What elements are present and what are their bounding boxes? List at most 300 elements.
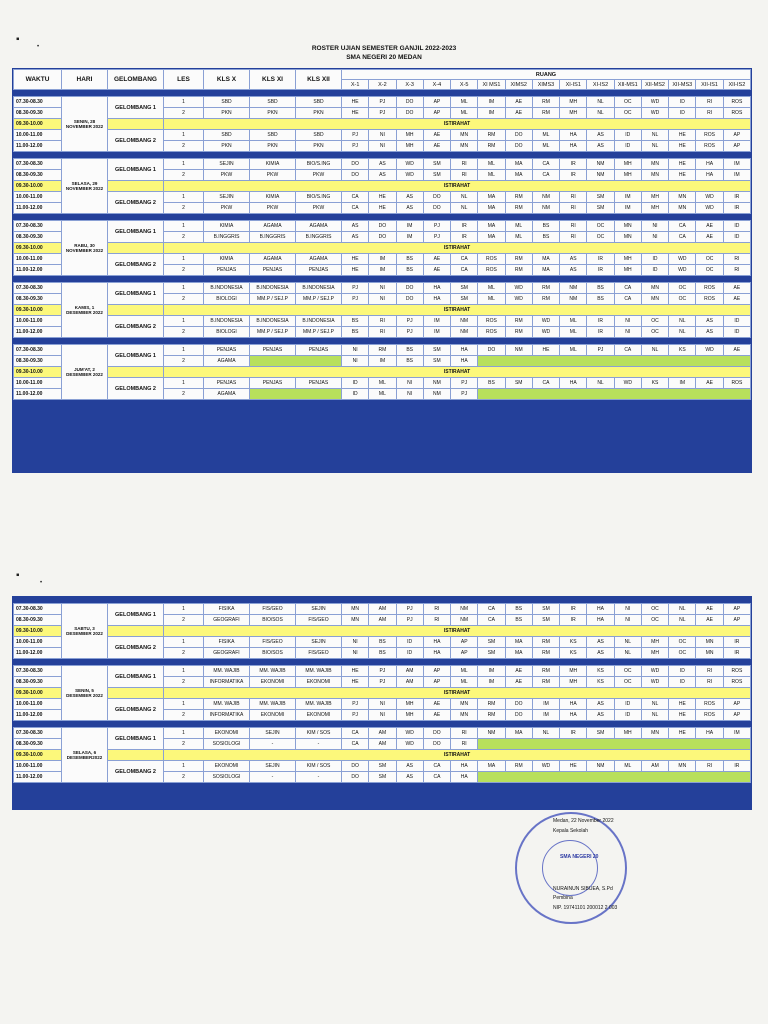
room-cell: NI <box>641 221 668 232</box>
room-cell: NI <box>396 378 423 389</box>
room-cell: AS <box>587 648 614 659</box>
kls-xi-cell: MM. WAJIB <box>250 666 296 677</box>
signature-name: NURAINUN SIBUEA, S.Pd <box>553 886 613 892</box>
room-cell: AP <box>423 108 450 119</box>
room-cell: WD <box>669 254 696 265</box>
kls-xi-cell: BIO/SOS <box>250 615 296 626</box>
kls-xii-cell: EKONOMI <box>296 677 342 688</box>
separator-cell <box>14 721 751 728</box>
room-cell: NL <box>669 327 696 338</box>
room-cell: HA <box>423 637 450 648</box>
room-cell: CA <box>669 232 696 243</box>
room-cell: BS <box>396 345 423 356</box>
les-cell: 1 <box>164 728 204 739</box>
room-cell: IR <box>560 615 587 626</box>
room-cell: AE <box>696 378 723 389</box>
time-cell: 09.30-10.00 <box>14 750 62 761</box>
break-label: ISTIRAHAT <box>164 181 751 192</box>
room-cell: PJ <box>451 389 478 400</box>
time-cell: 10.00-11.00 <box>14 130 62 141</box>
room-cell: AS <box>342 221 369 232</box>
kls-xii-cell: AGAMA <box>296 254 342 265</box>
separator-cell <box>14 659 751 666</box>
room-cell: AM <box>369 604 396 615</box>
room-cell: HE <box>342 265 369 276</box>
room-cell: RI <box>696 666 723 677</box>
room-cell: MN <box>451 699 478 710</box>
room-cell: HA <box>587 615 614 626</box>
empty-cell <box>478 389 751 400</box>
room-cell: SM <box>423 159 450 170</box>
room-cell: AE <box>696 604 723 615</box>
table-row <box>14 761 751 772</box>
room-cell: MN <box>451 130 478 141</box>
room-cell: MA <box>478 232 505 243</box>
kls-x-cell: KIMIA <box>204 254 250 265</box>
time-cell: 07.30-08.30 <box>14 604 62 615</box>
separator-cell <box>14 338 751 345</box>
kls-xi-cell: PKW <box>250 170 296 181</box>
gelombang-cell: GELOMBANG 1 <box>108 97 164 119</box>
room-cell: PJ <box>369 666 396 677</box>
room-cell: RI <box>451 728 478 739</box>
kls-x-cell: AGAMA <box>204 356 250 367</box>
kls-x-cell: B.INDONESIA <box>204 283 250 294</box>
room-cell: ROS <box>723 378 750 389</box>
time-cell: 09.30-10.00 <box>14 688 62 699</box>
break-cell <box>108 243 164 254</box>
room-header: X-5 <box>451 80 478 90</box>
room-cell: MN <box>696 648 723 659</box>
les-cell: 1 <box>164 345 204 356</box>
room-cell: MH <box>614 159 641 170</box>
time-cell: 09.30-10.00 <box>14 181 62 192</box>
room-cell: WD <box>505 283 532 294</box>
room-cell: RI <box>560 203 587 214</box>
room-cell: NI <box>369 699 396 710</box>
room-cell: CA <box>532 170 559 181</box>
kls-xi-cell: PKN <box>250 141 296 152</box>
kls-xi-cell: FIS/GEO <box>250 604 296 615</box>
room-cell: CA <box>342 728 369 739</box>
room-header: XII-IS1 <box>696 80 723 90</box>
kls-xii-cell: MM.P / SEJ.P <box>296 294 342 305</box>
room-cell: PJ <box>369 677 396 688</box>
gelombang-cell: GELOMBANG 2 <box>108 316 164 338</box>
kls-xi-cell: PKN <box>250 108 296 119</box>
room-cell: IM <box>723 728 750 739</box>
room-cell: SM <box>369 761 396 772</box>
room-cell: PJ <box>451 378 478 389</box>
empty-cell <box>250 356 342 367</box>
time-cell: 08.30-09.30 <box>14 170 62 181</box>
room-cell: IR <box>723 761 750 772</box>
room-header: XII-MS3 <box>669 80 696 90</box>
room-cell: ROS <box>723 677 750 688</box>
room-cell: AS <box>396 192 423 203</box>
room-cell: HA <box>560 378 587 389</box>
room-cell: AS <box>369 170 396 181</box>
room-cell: ROS <box>478 254 505 265</box>
room-cell: HA <box>560 710 587 721</box>
day-cell: SABTU, 3 DESEMBER 2022 <box>62 604 108 659</box>
room-cell: MN <box>641 728 668 739</box>
room-cell: AP <box>723 141 750 152</box>
room-cell: AS <box>587 699 614 710</box>
room-cell: AS <box>587 141 614 152</box>
les-cell: 2 <box>164 170 204 181</box>
room-cell: ML <box>505 221 532 232</box>
room-cell: AM <box>396 666 423 677</box>
separator-row <box>14 338 751 345</box>
gelombang-cell: GELOMBANG 1 <box>108 604 164 626</box>
room-cell: ML <box>478 159 505 170</box>
room-cell: NL <box>641 699 668 710</box>
gelombang-cell: GELOMBANG 2 <box>108 637 164 659</box>
room-cell: IM <box>532 699 559 710</box>
kls-xi-cell: SEJIN <box>250 761 296 772</box>
room-cell: AE <box>696 221 723 232</box>
kls-xii-cell: B.INDONESIA <box>296 283 342 294</box>
room-cell: AE <box>723 283 750 294</box>
room-cell: NL <box>614 637 641 648</box>
header-gelombang: GELOMBANG <box>108 70 164 90</box>
kls-xi-cell: PKW <box>250 203 296 214</box>
room-cell: ROS <box>696 294 723 305</box>
room-cell: IM <box>478 666 505 677</box>
room-cell: DO <box>423 203 450 214</box>
room-cell: AE <box>505 666 532 677</box>
room-cell: DO <box>396 108 423 119</box>
room-cell: OC <box>669 294 696 305</box>
room-cell: IM <box>532 710 559 721</box>
room-cell: RM <box>478 699 505 710</box>
gelombang-cell: GELOMBANG 1 <box>108 221 164 243</box>
corner-mark: • <box>37 44 40 50</box>
room-cell: AE <box>696 615 723 626</box>
kls-x-cell: PENJAS <box>204 345 250 356</box>
room-cell: MA <box>505 728 532 739</box>
room-cell: MA <box>532 254 559 265</box>
room-cell: NL <box>587 108 614 119</box>
room-cell: MA <box>478 761 505 772</box>
room-cell: OC <box>614 108 641 119</box>
header-hari: HARI <box>62 70 108 90</box>
room-cell: CA <box>423 761 450 772</box>
room-cell: IR <box>587 265 614 276</box>
kls-xii-cell: FIS/GEO <box>296 615 342 626</box>
room-cell: DO <box>423 739 450 750</box>
room-cell: PJ <box>342 699 369 710</box>
room-cell: AS <box>696 327 723 338</box>
room-cell: DO <box>396 283 423 294</box>
room-cell: MH <box>614 728 641 739</box>
table-row <box>14 728 751 739</box>
kls-x-cell: PKW <box>204 170 250 181</box>
corner-mark: • <box>40 580 43 586</box>
room-header: XII-IS2 <box>723 80 750 90</box>
room-cell: KS <box>669 345 696 356</box>
signature-role: Kepala Sekolah <box>553 828 589 834</box>
room-cell: PJ <box>342 294 369 305</box>
time-cell: 10.00-11.00 <box>14 378 62 389</box>
room-cell: ROS <box>723 666 750 677</box>
gelombang-cell: GELOMBANG 2 <box>108 130 164 152</box>
room-cell: MH <box>614 265 641 276</box>
break-label: ISTIRAHAT <box>164 119 751 130</box>
room-cell: HE <box>369 192 396 203</box>
room-cell: ML <box>369 378 396 389</box>
separator-row <box>14 214 751 221</box>
les-cell: 2 <box>164 710 204 721</box>
room-cell: SM <box>532 604 559 615</box>
room-cell: AM <box>369 739 396 750</box>
room-cell: IM <box>669 378 696 389</box>
kls-xi-cell: B.INGGRIS <box>250 232 296 243</box>
room-cell: OC <box>641 604 668 615</box>
room-cell: HA <box>560 130 587 141</box>
room-cell: ID <box>723 327 750 338</box>
room-cell: MN <box>641 159 668 170</box>
room-cell: NI <box>369 130 396 141</box>
room-cell: ML <box>451 97 478 108</box>
room-cell: BS <box>532 221 559 232</box>
room-cell: AM <box>641 761 668 772</box>
kls-xi-cell: SBD <box>250 97 296 108</box>
room-cell: ID <box>614 141 641 152</box>
les-cell: 1 <box>164 699 204 710</box>
kls-xii-cell: PKN <box>296 108 342 119</box>
room-cell: CA <box>614 294 641 305</box>
kls-x-cell: SEJIN <box>204 192 250 203</box>
gelombang-cell: GELOMBANG 2 <box>108 254 164 276</box>
les-cell: 2 <box>164 356 204 367</box>
room-cell: WD <box>396 728 423 739</box>
room-cell: IR <box>560 728 587 739</box>
room-cell: NM <box>505 345 532 356</box>
room-cell: BS <box>478 378 505 389</box>
room-cell: MN <box>641 294 668 305</box>
room-cell: PJ <box>342 710 369 721</box>
room-cell: ID <box>723 221 750 232</box>
room-cell: MN <box>641 283 668 294</box>
room-cell: WD <box>669 265 696 276</box>
room-header: X-3 <box>396 80 423 90</box>
room-cell: RI <box>369 316 396 327</box>
kls-x-cell: PKN <box>204 141 250 152</box>
room-cell: MH <box>560 108 587 119</box>
kls-xii-cell: PENJAS <box>296 345 342 356</box>
time-cell: 07.30-08.30 <box>14 728 62 739</box>
header-kls-xi: KLS XI <box>250 70 296 90</box>
room-cell: NI <box>369 710 396 721</box>
room-cell: BS <box>342 327 369 338</box>
kls-x-cell: FISIKA <box>204 604 250 615</box>
room-cell: ID <box>723 316 750 327</box>
room-cell: HA <box>423 283 450 294</box>
break-cell <box>108 688 164 699</box>
gelombang-cell: GELOMBANG 2 <box>108 192 164 214</box>
schedule-table <box>13 69 751 406</box>
kls-xi-cell: B.INDONESIA <box>250 316 296 327</box>
room-cell: DO <box>505 710 532 721</box>
room-cell: RM <box>478 141 505 152</box>
break-label: ISTIRAHAT <box>164 626 751 637</box>
room-cell: IR <box>560 604 587 615</box>
gelombang-cell: GELOMBANG 1 <box>108 345 164 367</box>
day-cell: RABU, 30 NOVEMBER 2022 <box>62 221 108 276</box>
room-cell: IM <box>478 108 505 119</box>
kls-x-cell: PENJAS <box>204 378 250 389</box>
table-row <box>14 221 751 232</box>
day-cell: SENIN, 5 DESEMBER 2022 <box>62 666 108 721</box>
separator-row <box>14 721 751 728</box>
kls-xii-cell: PKN <box>296 141 342 152</box>
room-cell: ML <box>560 345 587 356</box>
room-cell: OC <box>614 666 641 677</box>
kls-xii-cell: MM. WAJIB <box>296 666 342 677</box>
room-cell: CA <box>342 739 369 750</box>
room-cell: BS <box>342 316 369 327</box>
les-cell: 2 <box>164 108 204 119</box>
room-cell: PJ <box>369 97 396 108</box>
room-cell: AE <box>505 108 532 119</box>
les-cell: 2 <box>164 677 204 688</box>
room-cell: WD <box>614 378 641 389</box>
room-cell: DO <box>369 232 396 243</box>
room-cell: MH <box>560 677 587 688</box>
room-cell: NI <box>342 637 369 648</box>
room-cell: ML <box>478 294 505 305</box>
separator-row <box>14 400 751 407</box>
gelombang-cell: GELOMBANG 1 <box>108 159 164 181</box>
school-name: SMA NEGERI 20 MEDAN <box>346 54 422 61</box>
room-cell: RI <box>723 254 750 265</box>
room-cell: AS <box>696 316 723 327</box>
room-cell: RI <box>696 108 723 119</box>
room-cell: MN <box>669 761 696 772</box>
room-cell: ML <box>451 108 478 119</box>
room-cell: AP <box>451 637 478 648</box>
kls-x-cell: SOSIOLOGI <box>204 739 250 750</box>
kls-x-cell: MM. WAJIB <box>204 666 250 677</box>
separator-cell <box>14 90 751 97</box>
kls-xi-cell: PENJAS <box>250 345 296 356</box>
room-cell: HE <box>369 203 396 214</box>
room-cell: ID <box>396 637 423 648</box>
room-cell: DO <box>396 294 423 305</box>
room-cell: MH <box>614 170 641 181</box>
time-cell: 10.00-11.00 <box>14 254 62 265</box>
room-cell: HA <box>560 141 587 152</box>
room-cell: OC <box>669 637 696 648</box>
room-cell: HE <box>669 170 696 181</box>
kls-x-cell: PKW <box>204 203 250 214</box>
room-cell: HA <box>423 294 450 305</box>
room-cell: MA <box>505 159 532 170</box>
time-cell: 07.30-08.30 <box>14 666 62 677</box>
kls-xii-cell: SEJIN <box>296 637 342 648</box>
room-cell: WD <box>641 97 668 108</box>
room-cell: RM <box>532 677 559 688</box>
room-cell: HE <box>669 699 696 710</box>
room-cell: AE <box>423 265 450 276</box>
room-cell: MH <box>396 710 423 721</box>
gelombang-cell: GELOMBANG 1 <box>108 283 164 305</box>
room-cell: IR <box>723 648 750 659</box>
room-cell: IM <box>369 254 396 265</box>
room-cell: IR <box>587 254 614 265</box>
corner-mark: ▪ <box>16 570 20 581</box>
kls-xii-cell: SEJIN <box>296 604 342 615</box>
room-cell: SM <box>587 728 614 739</box>
les-cell: 1 <box>164 254 204 265</box>
header-kls-x: KLS X <box>204 70 250 90</box>
room-cell: AM <box>369 615 396 626</box>
kls-xii-cell: FIS/GEO <box>296 648 342 659</box>
gelombang-cell: GELOMBANG 2 <box>108 699 164 721</box>
les-cell: 1 <box>164 604 204 615</box>
room-cell: MH <box>641 192 668 203</box>
room-cell: BS <box>369 637 396 648</box>
room-cell: RI <box>560 232 587 243</box>
room-cell: IR <box>723 637 750 648</box>
kls-x-cell: PKN <box>204 108 250 119</box>
room-cell: ROS <box>723 108 750 119</box>
room-cell: RI <box>451 159 478 170</box>
table-row <box>14 345 751 356</box>
break-row <box>14 750 751 761</box>
room-cell: ML <box>478 170 505 181</box>
les-cell: 2 <box>164 739 204 750</box>
room-cell: HE <box>669 728 696 739</box>
room-cell: RM <box>532 108 559 119</box>
room-cell: MH <box>641 637 668 648</box>
room-cell: HA <box>451 356 478 367</box>
room-cell: WD <box>396 159 423 170</box>
room-cell: HE <box>342 677 369 688</box>
empty-cell <box>250 389 342 400</box>
room-cell: BS <box>396 265 423 276</box>
schedule-table <box>13 597 751 783</box>
time-cell: 09.30-10.00 <box>14 305 62 316</box>
kls-x-cell: SBD <box>204 130 250 141</box>
room-cell: PJ <box>396 316 423 327</box>
room-cell: MN <box>342 604 369 615</box>
kls-xii-cell: - <box>296 739 342 750</box>
room-cell: SM <box>423 345 450 356</box>
room-cell: NL <box>641 130 668 141</box>
kls-xi-cell: MM.P / SEJ.P <box>250 294 296 305</box>
room-cell: AE <box>723 294 750 305</box>
time-cell: 10.00-11.00 <box>14 316 62 327</box>
les-cell: 2 <box>164 203 204 214</box>
signature-nip: NIP. 19741101 200012 2 003 <box>553 905 618 911</box>
break-label: ISTIRAHAT <box>164 367 751 378</box>
room-cell: WD <box>532 761 559 772</box>
room-cell: CA <box>478 615 505 626</box>
room-cell: NL <box>641 345 668 356</box>
room-cell: IM <box>723 170 750 181</box>
kls-x-cell: SOSIOLOGI <box>204 772 250 783</box>
empty-cell <box>478 356 751 367</box>
room-cell: NM <box>587 761 614 772</box>
time-cell: 11.00-12.00 <box>14 772 62 783</box>
room-cell: WD <box>696 345 723 356</box>
room-cell: SM <box>423 356 450 367</box>
room-header: XII-MS1 <box>614 80 641 90</box>
room-cell: NI <box>641 232 668 243</box>
